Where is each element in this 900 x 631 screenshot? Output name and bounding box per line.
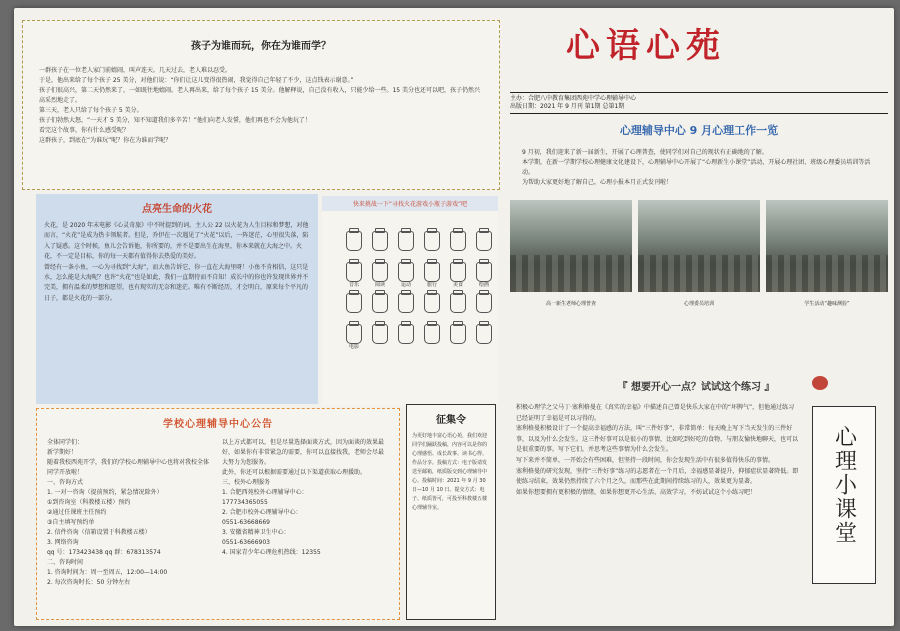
notice-line: 以上方式都可以，但是尽量选择面谈方式，因为面谈的效果最好，如果你有非常紧急的需要，你可以直接找我，老师会尽最大努力为您服务。 (222, 439, 385, 466)
notice-line: qq 号：173423438 qq 群：678313574 (47, 549, 161, 556)
bottle: 绘画 (474, 262, 494, 289)
submission-call (406, 404, 496, 620)
photo-caption: 高一新生老师心理普查 (545, 301, 596, 307)
notice-column-left (47, 438, 214, 588)
class-tag (812, 406, 876, 584)
story-paragraph: 于是，他出来给了每个孩子 25 美分，对他们说：“你们让这儿变得很热闹，我觉得自己年轻了不少，这点钱表示谢意。” (39, 77, 354, 84)
classroom-photo (510, 200, 632, 292)
bottle-icon (346, 262, 362, 282)
practice-paragraph: 写下来并不简单，一开始会有些困难，但坚持一段时间，你会发现生活中有很多值得快乐的事情。 (516, 456, 775, 464)
bottle-icon (372, 324, 388, 344)
spark-paragraph: 曾经有一条小鱼，一心为寻找到“大海”，而大鱼告诉它，你一直在大海里呀！小鱼不肯相信，这只是水，怎么能是大海呢？也许“火花”也是如此，我们一直期待而不自知！成长中的你也许发现世界并不完美，拥有温柔的梦想和愿望，也有现实的无奈和迷茫。唯有不断经历，才会明白，原来每个平凡的日子，都是火花的一部分。 (44, 263, 309, 302)
bottle: 音乐 (344, 262, 364, 289)
notice-line: 此外，你还可以根据需要通过以下渠道获取心理援助。 (222, 469, 367, 476)
work-paragraph: 本学期，在新一学期学校心理健康文化建设下，心理辅导中心开展了“心理新生小课堂”活动，开展心理社团、班级心理委员培训等活动。 (522, 159, 871, 176)
bottle (370, 293, 390, 320)
story-title: 孩子为谁而玩，你在为谁而学？ (191, 41, 331, 52)
bottle-icon (372, 293, 388, 313)
notice-line: ①到咨询室（科教楼五楼）预约 (47, 499, 131, 506)
bottle (474, 293, 494, 320)
bottle-icon (372, 262, 388, 282)
bottle (396, 324, 416, 351)
bottle (370, 231, 390, 258)
work-paragraph: 9 月初，我们迎来了新一届新生，开展了心理普查，使同学们对自己的现状有正确地的了解。 (522, 149, 768, 156)
story-paragraph: 这群孩子，到底在“为谁玩”呢？你在为谁而学呢？ (39, 137, 172, 144)
spark-paragraph: 火花，是 2020 年末电影《心灵奇旅》中不时提到的词。主人公 22 以火花为人生目标和梦想，对他而言，“火花”是成为热卡领航者。但是，乔伊在一次遇见了“火花”以后，一阵迷茫，心里很失落，陷入了疑惑。这个时候，鱼儿会告诉他，你所要的，并不是要出生在海里，你本来就在大海之中。火花，不一定是目标，你的每一天都有值得你去热爱的美好。 (44, 222, 309, 261)
bottle-game-section (322, 196, 498, 406)
bottle (422, 293, 442, 320)
bottle-icon (398, 324, 414, 344)
photo-caption: 学生活动“趣味测验” (804, 301, 850, 307)
photo-row (510, 200, 888, 292)
notice-line: 随着我校西苑开学，我们的学校心理辅导中心也将对我校全体同学开放啦！ (47, 459, 210, 476)
bottle (344, 231, 364, 258)
notice-line: 3. 安徽省精神卫生中心： (222, 529, 290, 536)
notice-line: 2. 合肥市校外心理辅导中心： (222, 509, 302, 516)
bottle (396, 231, 416, 258)
bottle: 阅读 (370, 262, 390, 289)
story-paragraph: 一群孩子在一位老人家门前嬉闹，叫声连天。几天过去，老人难以忍受。 (39, 67, 232, 74)
notice-line: 0551-63668669 (222, 519, 270, 526)
bottle-icon (346, 293, 362, 313)
notice-column-right (222, 438, 389, 588)
game-header: 快来挑战一下“寻找火花游戏小瓶子游戏”吧 (322, 196, 498, 211)
photo-captions (510, 300, 888, 307)
bottle-icon (424, 231, 440, 251)
practice-paragraph: 塞利格曼积极设计了一个提高幸福感的方法，叫“三件好事”，非常简单：每天晚上写下当天发生的三件好事，以及为什么会发生。这三件好事可以是很小的事情，比如吃到好吃的食物、与朋友愉快地聊天，也可以是很重要的事。写下它们，并思考这些事情为什么会发生。 (516, 425, 799, 454)
spark-title: 点亮生命的火花 (142, 204, 212, 215)
bottle-icon (398, 262, 414, 282)
meta-line: 出版日期：2021 年 9 月刊 第1期 总第1期 (510, 103, 625, 110)
practice-paragraph: 塞利格曼的研究发现，坚持“三件好事”练习的志愿者在一个月后，幸福感显著提升，抑郁症状显著降低。即使练习结束，效果仍然持续了六个月之久，而那些在此期间持续练习的人，效果更为显著。 (516, 467, 799, 486)
bottle-icon (424, 293, 440, 313)
notice-heading: 二、咨询时间 (47, 559, 84, 566)
bottle (448, 231, 468, 258)
bottle-icon (424, 262, 440, 282)
meta-rule (510, 92, 888, 93)
practice-paragraph: 积极心理学之父马丁·塞利格曼在《真实的幸福》中描述自己曾是快乐大家在中的“坏脾气”，但他通过练习已经证明了幸福是可以习得的。 (516, 404, 795, 422)
bottle (370, 324, 390, 351)
notice-heading: 三、校外心理服务 (222, 479, 271, 486)
story-paragraph: 第三天，老人只给了每个孩子 5 美分。 (39, 107, 143, 114)
notice-line: 4. 国家青少年心理危机热线：12355 (222, 549, 321, 556)
bottle (474, 231, 494, 258)
bottle (474, 324, 494, 351)
bottle-icon (476, 293, 492, 313)
notice-line: 177734365055 (222, 499, 268, 506)
notice-heading: 一、咨询方式 (47, 479, 84, 486)
collect-title: 征集令 (436, 415, 466, 426)
bottle: 运动 (396, 262, 416, 289)
collect-text: 为更好地丰富心语心苑，我们欢迎同学们踊跃投稿，内容可以是你的心理感悟、成长故事、读书心得、作品分享。投稿方式：电子版请发送至邮箱，纸质版交到心理辅导中心。投稿时间：2021 年 9 月 30 日—10 月 10 日。提交方式：电子、纸质皆可，可投至科教楼五楼心理辅导室。 (412, 433, 488, 511)
notice-line: 3. 网络咨询 (47, 539, 79, 546)
bottle-icon (346, 324, 362, 344)
notice-line: 新学期好！ (47, 449, 78, 456)
notice-line: 2. 每次咨询时长：50 分钟左右 (47, 579, 131, 586)
notice-section (36, 408, 400, 620)
work-title: 心理辅导中心 9 月心理工作一览 (619, 124, 779, 137)
bottle (396, 293, 416, 320)
notice-line: 1. 咨询时间为：周一至周五，12:00—14:00 (47, 569, 168, 576)
masthead-meta (510, 90, 888, 116)
bottle-icon (398, 293, 414, 313)
bottle (448, 324, 468, 351)
masthead-title: 心语心苑 (566, 26, 726, 66)
ladybug-icon (812, 376, 828, 390)
meeting-photo (638, 200, 760, 292)
practice-paragraph: 如果你想要拥有更积极的情绪，如果你想更开心生活、高效学习，不妨试试这个小练习吧！ (516, 488, 757, 496)
work-paragraph: 为帮助大家更好地了解自己，心理小报本月正式发刊啦！ (522, 179, 673, 186)
bottle: 旅行 (422, 262, 442, 289)
bottle-icon (398, 231, 414, 251)
bottle (422, 324, 442, 351)
notice-line: 1. 合肥西苑校外心理辅导中心： (222, 489, 308, 496)
bottle-icon (450, 231, 466, 251)
bottle-icon (372, 231, 388, 251)
bottle (422, 231, 442, 258)
bottle-icon (424, 324, 440, 344)
photo-caption: 心理委员培训 (683, 301, 714, 307)
bottle (344, 293, 364, 320)
story-paragraph: 孩子们很高兴，第二天仍然来了，一如既往地嬉闹。老人再出来，给了每个孩子 15 美分。他解释说，自己没有收入，只能少给一些。15 美分也还可以吧，孩子仍然兴高采烈地走了。 (39, 87, 480, 104)
notice-title: 学校心理辅导中心公告 (163, 419, 273, 430)
practice-title: 『 想要开心一点？试试这个练习 』 (617, 382, 775, 393)
notice-line: 全体同学们： (47, 439, 84, 446)
bottle-icon (346, 231, 362, 251)
notice-line: 1. 一对一咨询（提前预约，紧急情况除外） (47, 489, 163, 496)
work-overview (510, 114, 888, 307)
bottle-icon (450, 324, 466, 344)
bottle-icon (476, 231, 492, 251)
bottle-icon (450, 262, 466, 282)
story-paragraph: 看完这个故事，你有什么感受呢？ (39, 127, 130, 134)
bottle-icon (476, 324, 492, 344)
notice-line: 0551-63666903 (222, 539, 270, 546)
story-section (22, 20, 500, 190)
class-tag-label: 心理小课堂 (831, 425, 857, 545)
notice-line: ③自主填写预约单 (47, 519, 95, 526)
notice-line: ②通过任课班主任预约 (47, 509, 107, 516)
activity-photo (766, 200, 888, 292)
bottle-icon (476, 262, 492, 282)
bottle-icon (450, 293, 466, 313)
bottle: 电影 (344, 324, 364, 351)
bottle-grid (344, 231, 498, 351)
bottle (448, 293, 468, 320)
spark-section (36, 194, 318, 404)
notice-line: 2. 信件咨询（信箱设置于科教楼五楼） (47, 529, 151, 536)
story-paragraph: 孩子们勃然大怒，“一天才 5 美分，知不知道我们多辛苦！”他们向老人发誓，他们再也不会为他玩了！ (39, 117, 311, 124)
bottle: 美食 (448, 262, 468, 289)
meta-line: 主办：合肥八中教育集团西苑中学心理辅导中心 (510, 95, 637, 102)
